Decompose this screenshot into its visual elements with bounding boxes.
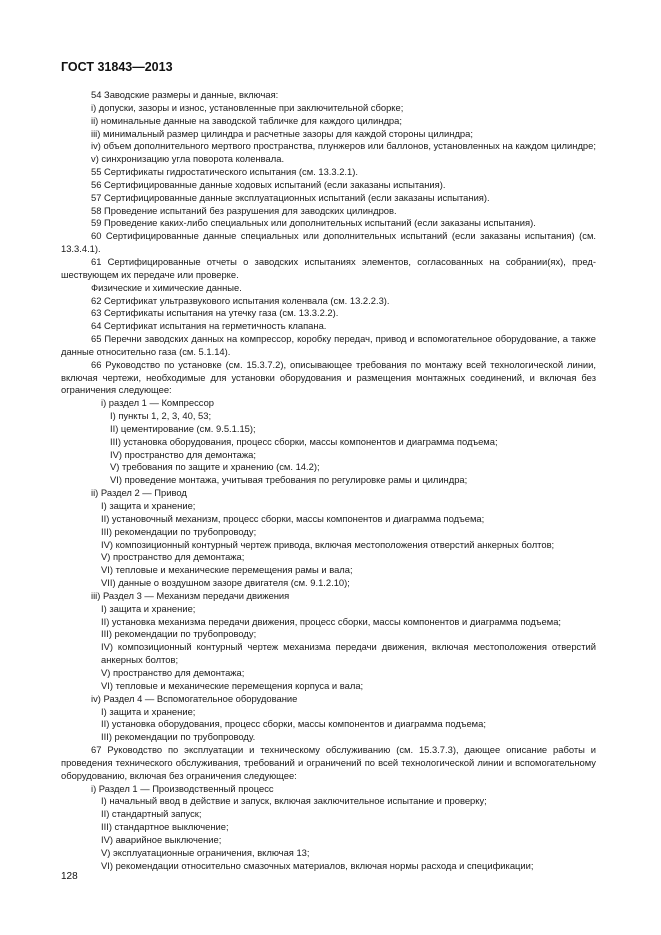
list-item: iii) минимальный размер цилиндра и расчетные зазоры для каждой стороны цилиндра;	[91, 127, 473, 139]
list-item: IV) аварийное выключение;	[101, 833, 222, 845]
list-item: IV) пространство для демонтажа;	[110, 448, 256, 460]
list-item: III) установка оборудования, процесс сборки, массы компонентов и диаграмма подъема;	[110, 435, 498, 447]
section-heading: iii) Раздел 3 — Механизм передачи движения	[91, 589, 290, 601]
list-item: V) требования по защите и хранению (см. 14.2);	[110, 461, 320, 473]
list-item: IV) композиционный контурный чертеж привода, включая местоположения отверстий анкерных болтов;	[101, 538, 555, 550]
paragraph: 62 Сертификат ультразвукового испытания коленвала (см. 13.2.2.3).	[91, 294, 390, 306]
list-item: III) рекомендации по трубопроводу.	[101, 731, 256, 743]
list-item: VI) тепловые и механические перемещения рамы и вала;	[101, 564, 353, 576]
list-item: I) защита и хранение;	[101, 705, 196, 717]
list-item: V) пространство для демонтажа;	[101, 551, 245, 563]
paragraph: 67 Руководство по эксплуатации и техническому обслуживанию (см. 15.3.7.3), дающее описание работы и проведения технического обслуживания, требований и ограничений по всей технологической линии и вспомогательному оборудованию, включая без ограничения следующее:	[61, 744, 596, 781]
list-item: III) стандартное выключение;	[101, 821, 229, 833]
list-item: I) пункты 1, 2, 3, 40, 53;	[110, 410, 212, 422]
page-number: 128	[61, 871, 78, 882]
paragraph: 56 Сертифицированные данные ходовых испытаний (если заказаны испытания).	[91, 178, 446, 190]
paragraph: 54 Заводские размеры и данные, включая:	[91, 89, 279, 100]
paragraph: 61 Сертифицированные отчеты о заводских испытаниях элементов, согласованных на собрании(ях), предшествующем их передаче или проверке.	[61, 255, 596, 280]
paragraph: 58 Проведение испытаний без разрушения для заводских цилиндров.	[91, 204, 397, 216]
section-heading: ii) Раздел 2 — Привод	[91, 487, 187, 499]
list-item: ii) номинальные данные на заводской табличке для каждого цилиндра;	[91, 114, 402, 126]
list-item: IV) композиционный контурный чертеж механизма передачи движения, включая местоположения отверстий анкерных болтов;	[101, 641, 596, 666]
list-item: III) рекомендации по трубопроводу;	[101, 525, 257, 537]
list-item: II) стандартный запуск;	[101, 808, 202, 820]
paragraph: 66 Руководство по установке (см. 15.3.7.2), описывающее требования по монтажу всей технологической линии, включая чертежи, необходимые для установки оборудования и размещения монтажных соединений, и включая без ограничения следующее:	[61, 358, 596, 396]
list-item: II) установочный механизм, процесс сборки, массы компонентов и диаграмма подъема;	[101, 512, 485, 524]
list-item: i) допуски, зазоры и износ, установленные при заключительной сборке;	[91, 101, 404, 113]
list-item: VI) рекомендации относительно смазочных материалов, включая нормы расхода и спецификации;	[101, 859, 534, 871]
list-item: I) защита и хранение;	[101, 602, 196, 614]
paragraph: 63 Сертификаты испытания на утечку газа (см. 13.3.2.2).	[91, 307, 339, 319]
list-item: VII) данные о воздушном зазоре двигателя (см. 9.1.2.10);	[101, 577, 350, 589]
list-item: VI) проведение монтажа, учитывая требования по регулировке рамы и цилиндра;	[110, 474, 468, 486]
paragraph: 60 Сертифицированные данные специальных или дополнительных испытаний (если заказаны испытания) (см. 13.3.4.1).	[61, 230, 596, 255]
list-item: iv) объем дополнительного мертвого пространства, плунжеров или баллонов, установленных на каждом цилиндре;	[91, 140, 596, 152]
paragraph: 55 Сертификаты гидростатического испытания (см. 13.3.2.1).	[91, 166, 358, 178]
list-item: V) пространство для демонтажа;	[101, 666, 245, 678]
list-item: II) установка механизма передачи движения, процесс сборки, массы компонентов и диаграмма подъема;	[101, 615, 562, 627]
paragraph: Физические и химические данные.	[91, 281, 242, 293]
section-heading: iv) Раздел 4 — Вспомогательное оборудование	[91, 692, 298, 704]
list-item: I) защита и хранение;	[101, 500, 196, 511]
paragraph: 65 Перечни заводских данных на компрессор, коробку передач, привод и вспомогательное оборудование, а также данные относительно газа (см. 5.1.14).	[61, 333, 596, 357]
paragraph: 57 Сертифицированные данные эксплуатационных испытаний (если заказаны испытания).	[91, 191, 490, 203]
list-item: II) цементирование (см. 9.5.1.15);	[110, 422, 256, 434]
list-item: v) синхронизацию угла поворота коленвала.	[91, 153, 285, 165]
document-header: ГОСТ 31843—2013	[61, 60, 173, 74]
section-heading: i) раздел 1 — Компрессор	[101, 397, 215, 409]
list-item: III) рекомендации по трубопроводу;	[101, 628, 257, 640]
list-item: II) установка оборудования, процесс сборки, массы компонентов и диаграмма подъема;	[101, 718, 486, 730]
document-body	[61, 89, 596, 872]
paragraph: 59 Проведение каких-либо специальных или дополнительных испытаний (если заказаны испытания).	[91, 217, 536, 229]
list-item: VI) тепловые и механические перемещения корпуса и вала;	[101, 679, 364, 691]
paragraph: 64 Сертификат испытания на герметичность клапана.	[91, 320, 327, 332]
section-heading: i) Раздел 1 — Производственный процесс	[91, 782, 274, 794]
list-item: V) эксплуатационные ограничения, включая 13;	[101, 846, 310, 858]
list-item: I) начальный ввод в действие и запуск, включая заключительное испытание и проверку;	[101, 795, 487, 807]
